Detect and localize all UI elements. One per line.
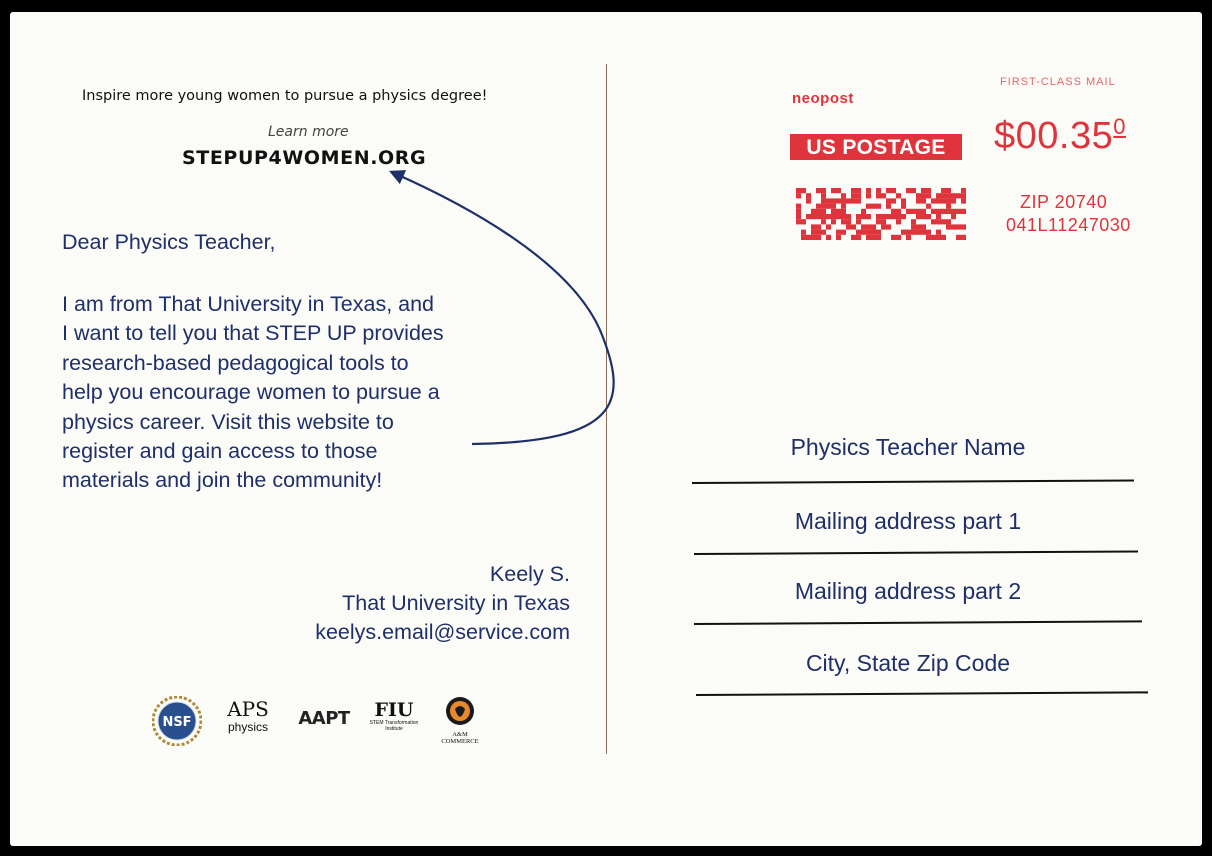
letter-line: help you encourage women to pursue a [62,380,440,405]
fiu-subtitle: STEM Transformation Institute [369,720,419,732]
amu-text: A&M COMMERCE [441,731,479,745]
address-line-name: Physics Teacher Name [790,434,1026,460]
website-url: STEPUP4WOMEN.ORG [182,147,427,169]
postage-amount [994,114,1126,158]
postage-amount-main: $00.35 [994,115,1114,157]
address-line-1: Mailing address part 1 [794,508,1022,534]
signature-institution: That University in Texas [342,591,570,615]
aps-text: APS [227,697,269,721]
letter-line: register and gain access to those [62,439,378,464]
nsf-text: NSF [162,715,192,730]
letter-line: physics career. Visit this website to [62,409,394,434]
nsf-logo [152,696,202,746]
sponsor-logos [150,690,490,760]
aapt-logo [294,708,354,742]
learn-more-label: Learn more [268,124,349,140]
aps-physics-text: physics [227,720,268,734]
tagline: Inspire more young women to pursue a physics degree! [82,88,488,104]
signature-block [190,560,570,647]
aapt-text: AAPT [298,708,350,729]
postcard [10,12,1202,846]
letter-line: I am from That University in Texas, and [62,292,435,316]
aps-logo [220,698,276,746]
letter-greeting: Dear Physics Teacher, [62,230,276,254]
signature-name: Keely S. [489,562,570,586]
fiu-text: FIU [374,699,414,721]
amu-commerce-logo [436,696,484,748]
signature-email: keelys.email@service.com [315,620,570,644]
lion-emblem-icon [445,696,475,726]
address-line-2: Mailing address part 2 [794,578,1022,604]
postage-amount-fraction: 0 [1113,114,1126,139]
fiu-logo [368,700,420,748]
postage-brand: neopost [792,90,854,107]
postage-2d-barcode [796,188,966,240]
letter-line: materials and join the community! [62,468,383,493]
letter-body [62,290,582,496]
letter-line: I want to tell you that STEP UP provides [62,321,444,346]
letter-line: research-based pedagogical tools to [62,350,409,375]
address-line-city: City, State Zip Code [805,650,1011,676]
postage-class: FIRST-CLASS MAIL [1000,76,1116,88]
postage-zip: ZIP 20740 [1020,192,1108,212]
postage-serial: 041L11247030 [1006,215,1131,235]
us-postage-label: US POSTAGE [790,134,962,160]
